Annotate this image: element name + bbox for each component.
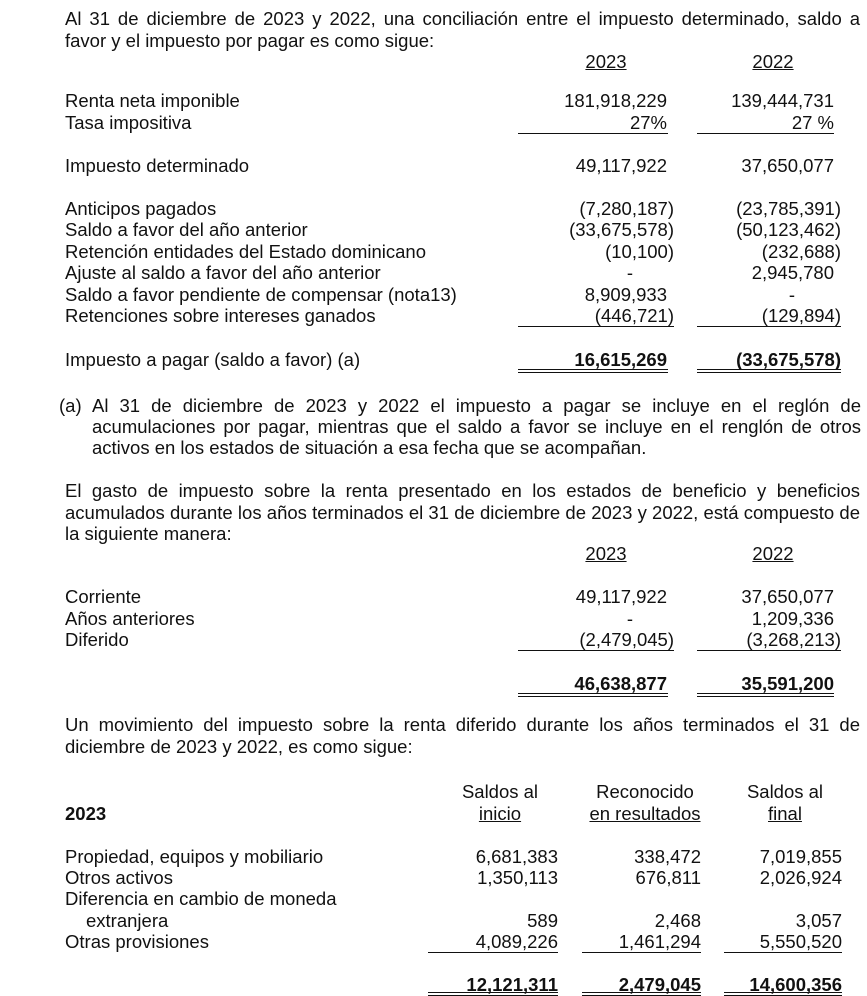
subtotal-rule (518, 133, 668, 134)
value-2023: 8,909,933 (584, 284, 667, 305)
year-header-2023: 2023 (585, 51, 627, 72)
total-double-rule (697, 369, 841, 373)
year-header-2023: 2023 (585, 543, 627, 564)
col-header-recognized-top: Reconocido (596, 781, 694, 802)
subtotal-rule (518, 650, 674, 651)
col-header-recognized-bottom: en resultados (589, 803, 701, 824)
row-label: Corriente (65, 586, 142, 607)
row-label: Otros activos (65, 867, 173, 888)
row-label: Anticipos pagados (65, 198, 217, 219)
col-header-opening-top: Saldos al (461, 781, 539, 802)
value-closing: 5,550,520 (759, 931, 842, 952)
subtotal-rule (582, 952, 701, 953)
value-2022: 37,650,077 (741, 155, 834, 176)
value-2022: (23,785,391) (736, 198, 841, 219)
movement-year-label: 2023 (65, 803, 107, 824)
row-label: Tasa impositiva (65, 112, 192, 133)
subtotal-rule (518, 326, 674, 327)
total-double-rule (697, 693, 834, 697)
value-closing: 7,019,855 (759, 846, 842, 867)
total-closing: 14,600,356 (749, 974, 842, 995)
value-2023: 27% (629, 112, 667, 133)
value-2022: - (788, 284, 796, 305)
value-2023: 181,918,229 (564, 90, 667, 111)
total-2022: 35,591,200 (741, 673, 834, 694)
row-label: Retención entidades del Estado dominicano (65, 241, 426, 262)
value-2022: 1,209,336 (751, 608, 834, 629)
total-2023: 16,615,269 (574, 349, 667, 370)
total-opening: 12,121,311 (466, 974, 558, 995)
year-header-2022: 2022 (752, 51, 794, 72)
row-label: Saldo a favor pendiente de compensar (nota13) (65, 284, 457, 305)
value-recognized: 1,461,294 (618, 931, 701, 952)
subtotal-rule (697, 133, 834, 134)
total-double-rule (428, 992, 558, 996)
row-label: extranjera (86, 910, 169, 931)
value-2022: 27 % (791, 112, 834, 133)
intro-paragraph-2: El gasto de impuesto sobre la renta presentado en los estados de beneficio y beneficios acumulados durante los años terminados el 31 de diciembre de 2023 y 2022, está compuesto de la siguiente manera: (65, 480, 860, 544)
col-header-closing-bottom: final (768, 803, 802, 824)
col-header-closing-top: Saldos al (746, 781, 824, 802)
total-2023: 46,638,877 (574, 673, 667, 694)
row-label: Saldo a favor del año anterior (65, 219, 308, 240)
value-2023: 49,117,922 (575, 155, 667, 176)
value-recognized: 676,811 (635, 867, 701, 888)
subtotal-rule (697, 650, 841, 651)
col-header-opening-bottom: inicio (478, 803, 522, 824)
value-2022: (3,268,213) (746, 629, 841, 650)
value-2022: 2,945,780 (751, 262, 834, 283)
value-2022: 37,650,077 (741, 586, 834, 607)
value-2023: - (626, 262, 634, 283)
subtotal-rule (697, 326, 841, 327)
row-label: Ajuste al saldo a favor del año anterior (65, 262, 381, 283)
row-label: Diferido (65, 629, 129, 650)
value-2022: (129,894) (761, 305, 841, 326)
value-2022: 139,444,731 (731, 90, 834, 111)
row-label: Retenciones sobre intereses ganados (65, 305, 376, 326)
intro-paragraph-1: Al 31 de diciembre de 2023 y 2022, una conciliación entre el impuesto determinado, saldo a favor y el impuesto por pagar es como sigue: (65, 8, 860, 51)
value-2023: (7,280,187) (579, 198, 674, 219)
value-2023: (446,721) (594, 305, 674, 326)
value-2022: (232,688) (761, 241, 841, 262)
value-2022: (50,123,462) (736, 219, 841, 240)
value-2023: (2,479,045) (579, 629, 674, 650)
total-double-rule (518, 693, 668, 697)
row-label: Otras provisiones (65, 931, 209, 952)
row-label: Diferencia en cambio de moneda (65, 888, 337, 909)
value-closing: 2,026,924 (759, 867, 842, 888)
value-2023: (10,100) (605, 241, 674, 262)
row-label: Años anteriores (65, 608, 195, 629)
value-opening: 589 (527, 910, 558, 931)
value-2023: (33,675,578) (569, 219, 674, 240)
total-recognized: 2,479,045 (618, 974, 701, 995)
value-opening: 1,350,113 (477, 867, 558, 888)
value-recognized: 2,468 (654, 910, 701, 931)
subtotal-rule (428, 952, 558, 953)
total-double-rule (518, 369, 668, 373)
row-label: Renta neta imponible (65, 90, 240, 111)
intro-paragraph-3: Un movimiento del impuesto sobre la renta diferido durante los años terminados el 31 de diciembre de 2023 y 2022, es como sigue: (65, 714, 860, 757)
row-label: Impuesto determinado (65, 155, 250, 176)
total-double-rule (724, 992, 842, 996)
total-double-rule (582, 992, 701, 996)
total-label: Impuesto a pagar (saldo a favor) (a) (65, 349, 361, 370)
value-2023: - (626, 608, 634, 629)
value-opening: 6,681,383 (475, 846, 558, 867)
value-2023: 49,117,922 (575, 586, 667, 607)
year-header-2022: 2022 (752, 543, 794, 564)
value-closing: 3,057 (795, 910, 842, 931)
value-recognized: 338,472 (634, 846, 701, 867)
subtotal-rule (724, 952, 842, 953)
total-2022: (33,675,578) (736, 349, 841, 370)
value-opening: 4,089,226 (475, 931, 558, 952)
note-paragraph: Al 31 de diciembre de 2023 y 2022 el impuesto a pagar se incluye en el reglón de acumulaciones por pagar, mientras que el saldo a favor se incluye en el renglón de otros activos en los estados de situación a esa fecha que se acompañan. (92, 395, 861, 458)
note-marker: (a) (59, 395, 82, 416)
row-label: Propiedad, equipos y mobiliario (65, 846, 324, 867)
